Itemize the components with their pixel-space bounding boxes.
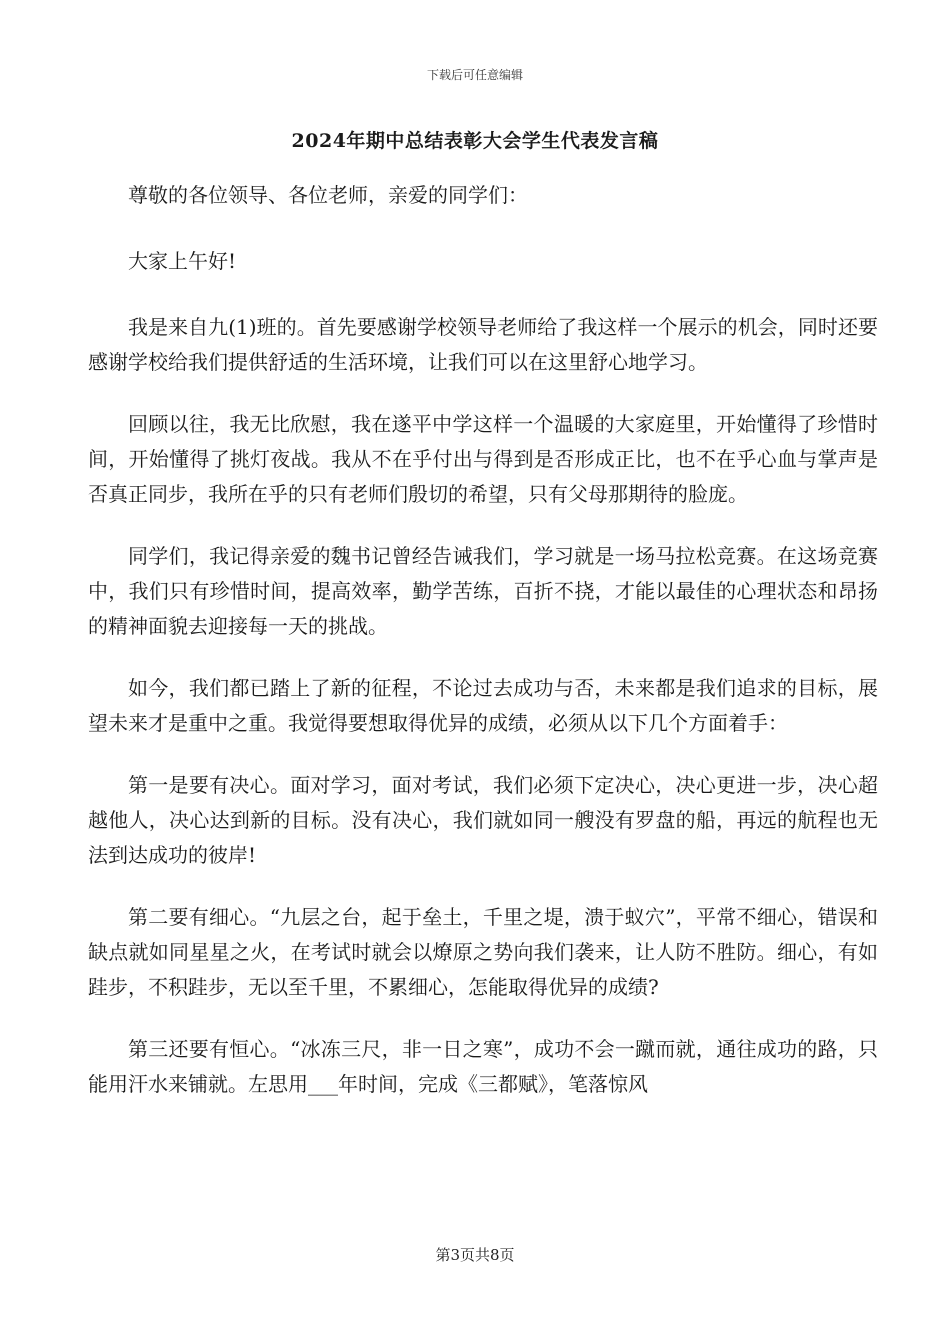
paragraph-review: 回顾以往，我无比欣慰，我在遂平中学这样一个温暖的大家庭里，开始懂得了珍惜时间，开始懂得了挑灯夜战。我从不在乎付出与得到是否形成正比，也不在乎心血与掌声是否真正同步，我所在乎的只有老师们殷切的希望，只有父母那期待的脸庞。 bbox=[88, 412, 878, 506]
paragraph-determination: 第一是要有决心。面对学习，面对考试，我们必须下定决心，决心更进一步，决心超越他人，决心达到新的目标。没有决心，我们就如同一艘没有罗盘的船，再远的航程也无法到达成功的彼岸! bbox=[88, 773, 878, 867]
page-indicator: 第3页共8页 bbox=[435, 1246, 515, 1264]
paragraph-perseverance: 第三还要有恒心。“冰冻三尺，非一日之寒”，成功不会一蹴而就，通往成功的路，只能用汗水来铺就。左思用___年时间，完成《三都赋》，笔落惊风 bbox=[88, 1037, 878, 1096]
paragraph-morning: 大家上午好! bbox=[128, 249, 237, 273]
document-body bbox=[88, 178, 878, 1129]
paragraph-new-journey: 如今，我们都已踏上了新的征程，不论过去成功与否，未来都是我们追求的目标，展望未来才是重中之重。我觉得要想取得优异的成绩，必须从以下几个方面着手： bbox=[88, 676, 878, 735]
paragraph-carefulness: 第二要有细心。“九层之台，起于垒土，千里之堤，溃于蚁穴”，平常不细心，错误和缺点就如同星星之火，在考试时就会以燎原之势向我们袭来，让人防不胜防。细心，有如跬步，不积跬步，无以至千里，不累细心，怎能取得优异的成绩? bbox=[88, 905, 878, 999]
paragraph-greeting: 尊敬的各位领导、各位老师，亲爱的同学们： bbox=[128, 183, 528, 207]
document-title: 2024年期中总结表彰大会学生代表发言稿 bbox=[291, 130, 659, 152]
paragraph-marathon: 同学们，我记得亲爱的魏书记曾经告诫我们，学习就是一场马拉松竞赛。在这场竞赛中，我们只有珍惜时间，提高效率，勤学苦练，百折不挠，才能以最佳的心理状态和昂扬的精神面貌去迎接每一天的挑战。 bbox=[88, 544, 878, 638]
header-note: 下载后可任意编辑 bbox=[426, 68, 523, 82]
paragraph-intro: 我是来自九(1)班的。首先要感谢学校领导老师给了我这样一个展示的机会，同时还要感谢学校给我们提供舒适的生活环境，让我们可以在这里舒心地学习。 bbox=[88, 315, 878, 374]
